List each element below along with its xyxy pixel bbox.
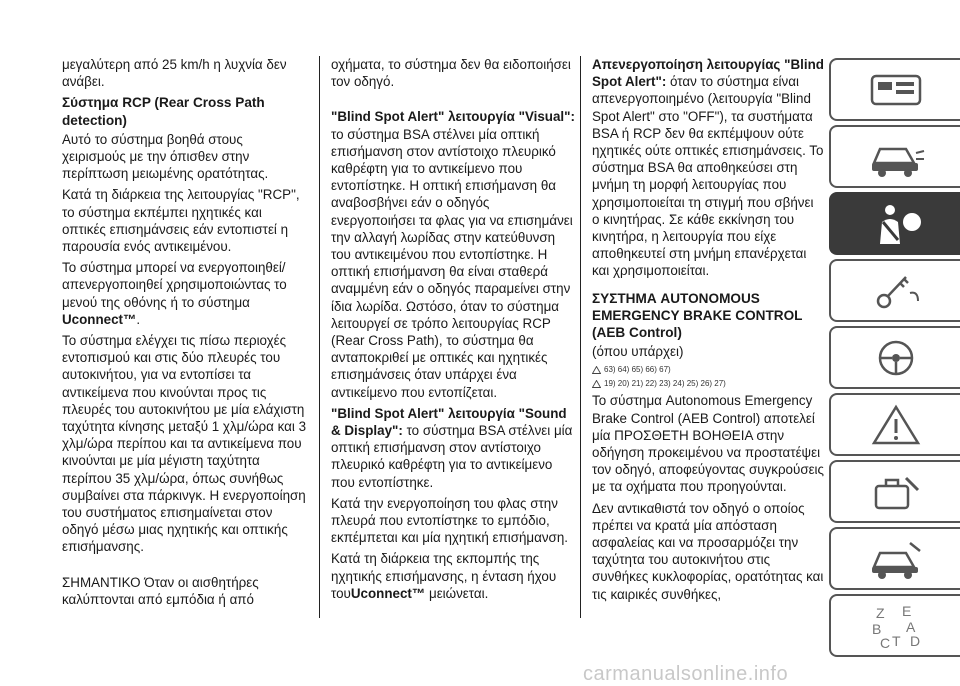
tab-emergency[interactable] xyxy=(829,460,960,523)
uconnect-brand: Uconnect™ xyxy=(62,311,137,327)
paragraph: Το σύστημα Autonomous Emergency Brake Control (AEB Control) αποτελεί μία ΠΡΟΣΘΕΤΗ ΒΟΗΘΕΙΑ στην οδήγηση προκειμένου να προστατέψει τον οδηγό, αποφεύγοντας συγκρούσεις με τα οχήματα που προηγούνται. xyxy=(592,393,824,495)
steering-wheel-icon xyxy=(866,334,926,382)
column-divider xyxy=(319,56,320,618)
paragraph-visual-mode: "Blind Spot Alert" λειτουργία "Visual": το σύστημα BSA στέλνει μία οπτική επισήμανση στον αντίστοιχο πλευρικό καθρέφτη για το αντικείμενο που εντοπίστηκε. Η οπτική επισήμανση θα αναβοσβήνει εάν ο οδηγός ενεργοποιήσει τα φλας για να επισημάνει την αλλαγή λωρίδας στην κατεύθυνση του αντικειμένου που εντοπίστηκε. Η οπτική επισήμανση θα είναι σταθερά αναμμένη εάν ο οδηγός παραμείνει στην ίδια λωρίδα. Ωστόσο, όταν το σύστημα λειτουργεί σε τρόπο λειτουργίας RCP (Rear Cross Path), το σύστημα θα ανταποκριθεί με οπτικές και ηχητικές επισημάνσεις όταν υπάρχει ένα αντικείμενο που εντοπίζεται. xyxy=(331,109,575,400)
key-ignition-icon xyxy=(866,267,926,315)
paragraph: Κατά τη διάρκεια της λειτουργίας "RCP", το σύστημα εκπέμπει ηχητικές και οπτικές επισημάνσεις εάν εντοπιστεί η παρουσία ενός αντικειμένου. xyxy=(62,187,300,255)
svg-text:C: C xyxy=(879,634,890,650)
paragraph: μεγαλύτερη από 25 km/h η λυχνία δεν ανάβει. xyxy=(62,57,287,90)
svg-text:E: E xyxy=(901,602,911,619)
section-heading-rcp: Σύστημα RCP (Rear Cross Path detection) xyxy=(62,95,265,128)
footer-watermark: carmanualsonline.info xyxy=(583,663,789,685)
tab-safety[interactable] xyxy=(829,192,960,255)
section-heading-aeb: ΣΥΣΤΗΜΑ AUTONOMOUS EMERGENCY BRAKE CONTROL (AEB Control) xyxy=(592,290,803,341)
svg-text:B: B xyxy=(871,620,881,637)
caution-refs: 19) 20) 21) 22) 23) 24) 25) 26) 27) xyxy=(592,378,824,390)
tab-index[interactable] xyxy=(829,594,960,657)
svg-text:D: D xyxy=(909,632,920,649)
alphabet-index-icon xyxy=(856,602,936,650)
paragraph: Αυτό το σύστημα βοηθά στους χειρισμούς με την όπισθεν στην περίπτωση μειωμένης ορατότητας. xyxy=(62,131,269,182)
tab-warnings[interactable] xyxy=(829,393,960,456)
column-divider xyxy=(580,56,581,618)
tab-driving[interactable] xyxy=(829,326,960,389)
column-2 xyxy=(331,56,576,606)
paragraph: Κατά τη διάρκεια της εκπομπής της ηχητικής επισήμανσης, η ένταση ήχου τουUconnect™ μειώνεται. xyxy=(331,551,557,601)
column-3 xyxy=(592,56,824,607)
car-service-icon xyxy=(866,535,926,583)
svg-text:T: T xyxy=(891,632,901,649)
svg-text:Z: Z xyxy=(875,604,885,621)
column-1 xyxy=(62,56,307,612)
tab-dashboard[interactable] xyxy=(829,58,960,121)
availability-note: (όπου υπάρχει) xyxy=(592,344,684,360)
tab-starting[interactable] xyxy=(829,259,960,322)
paragraph: Το σύστημα μπορεί να ενεργοποιηθεί/απενεργοποιηθεί χρησιμοποιώντας το μενού της οθόνης ή το σύστημα Uconnect™. xyxy=(62,260,287,327)
svg-text:A: A xyxy=(905,618,915,635)
paragraph-sound-mode: "Blind Spot Alert" λειτουργία "Sound & Display": το σύστημα BSA στέλνει μία οπτική επισήμανση στον αντίστοιχο πλευρικό καθρέφτη για το αντικείμενο που εντοπίστηκε. xyxy=(331,405,573,490)
seatbelt-airbag-icon xyxy=(866,200,926,248)
warning-triangle-icon xyxy=(592,364,601,376)
paragraph-deactivation: Απενεργοποίηση λειτουργίας "Blind Spot Alert": όταν το σύστημα είναι απενεργοποιημένο (λειτουργία "Blind Spot Alert" στο "OFF"), τα συστήματα BSA ή RCP δεν θα εκπέμψουν ούτε ηχητικές ούτε οπτικές επισημάνσεις. Το σύστημα BSA θα αποθηκεύσει στη μνήμη τη μορφή λειτουργίας που χρησιμοποιείται τη στιγμή που σβήνει ο κινητήρας. Σε κάθε εκκίνηση του κινητήρα, η λειτουργία που είχε αποθηκευτεί στη μνήμη επανέρχεται και χρησιμοποιείται. xyxy=(592,57,824,279)
car-dashboard-icon xyxy=(866,66,926,114)
paragraph: Το σύστημα ελέγχει τις πίσω περιοχές εντοπισμού και στις δύο πλευρές του αυτοκινήτου, για να εντοπίσει τα αντικείμενα που κινούνται προς τις πλευρές του αυτοκινήτου με μία ελάχιστη ταχύτητα κίνησης μεταξύ 1 χλμ/ώρα και 3 χλμ/ώρα περίπου και τα αντικείμενα που κινούνται με μία μέγιστη ταχύτητα περίπου 35 χλμ/ώρα, όπως συνήθως συμβαίνει στα πάρκινγκ. Η ενεργοποίηση του συστήματος επισημαίνεται στον οδηγό μέσω μιας ηχητικής και οπτικής επισήμανσης. xyxy=(62,333,307,555)
tab-lights[interactable] xyxy=(829,125,960,188)
car-lights-icon xyxy=(866,133,926,181)
toolbox-wrench-icon xyxy=(866,468,926,516)
uconnect-brand: Uconnect™ xyxy=(350,585,426,601)
paragraph: Κατά την ενεργοποίηση του φλας στην πλευρά που εντοπίστηκε το εμπόδιο, εκπέμπεται και μία ηχητική επισήμανση. xyxy=(331,495,568,546)
paragraph: οχήματα, το σύστημα δεν θα ειδοποιήσει τον οδηγό. xyxy=(331,57,571,90)
important-note: ΣΗΜΑΝΤΙΚΟ Όταν οι αισθητήρες καλύπτονται από εμπόδια ή από xyxy=(62,574,259,607)
caution-triangle-icon xyxy=(592,378,601,390)
paragraph: Δεν αντικαθιστά τον οδηγό ο οποίος πρέπει να κρατά μία απόσταση ασφαλείας και να προσαρμόζει την ταχύτητα του αυτοκινήτου στις συνθήκες κυκλοφορίας, ορατότητας και τις καιρικές συνθήκες, xyxy=(592,500,824,602)
tab-maintenance[interactable] xyxy=(829,527,960,590)
warning-triangle-icon xyxy=(866,401,926,449)
warning-refs: 63) 64) 65) 66) 67) xyxy=(592,364,824,376)
